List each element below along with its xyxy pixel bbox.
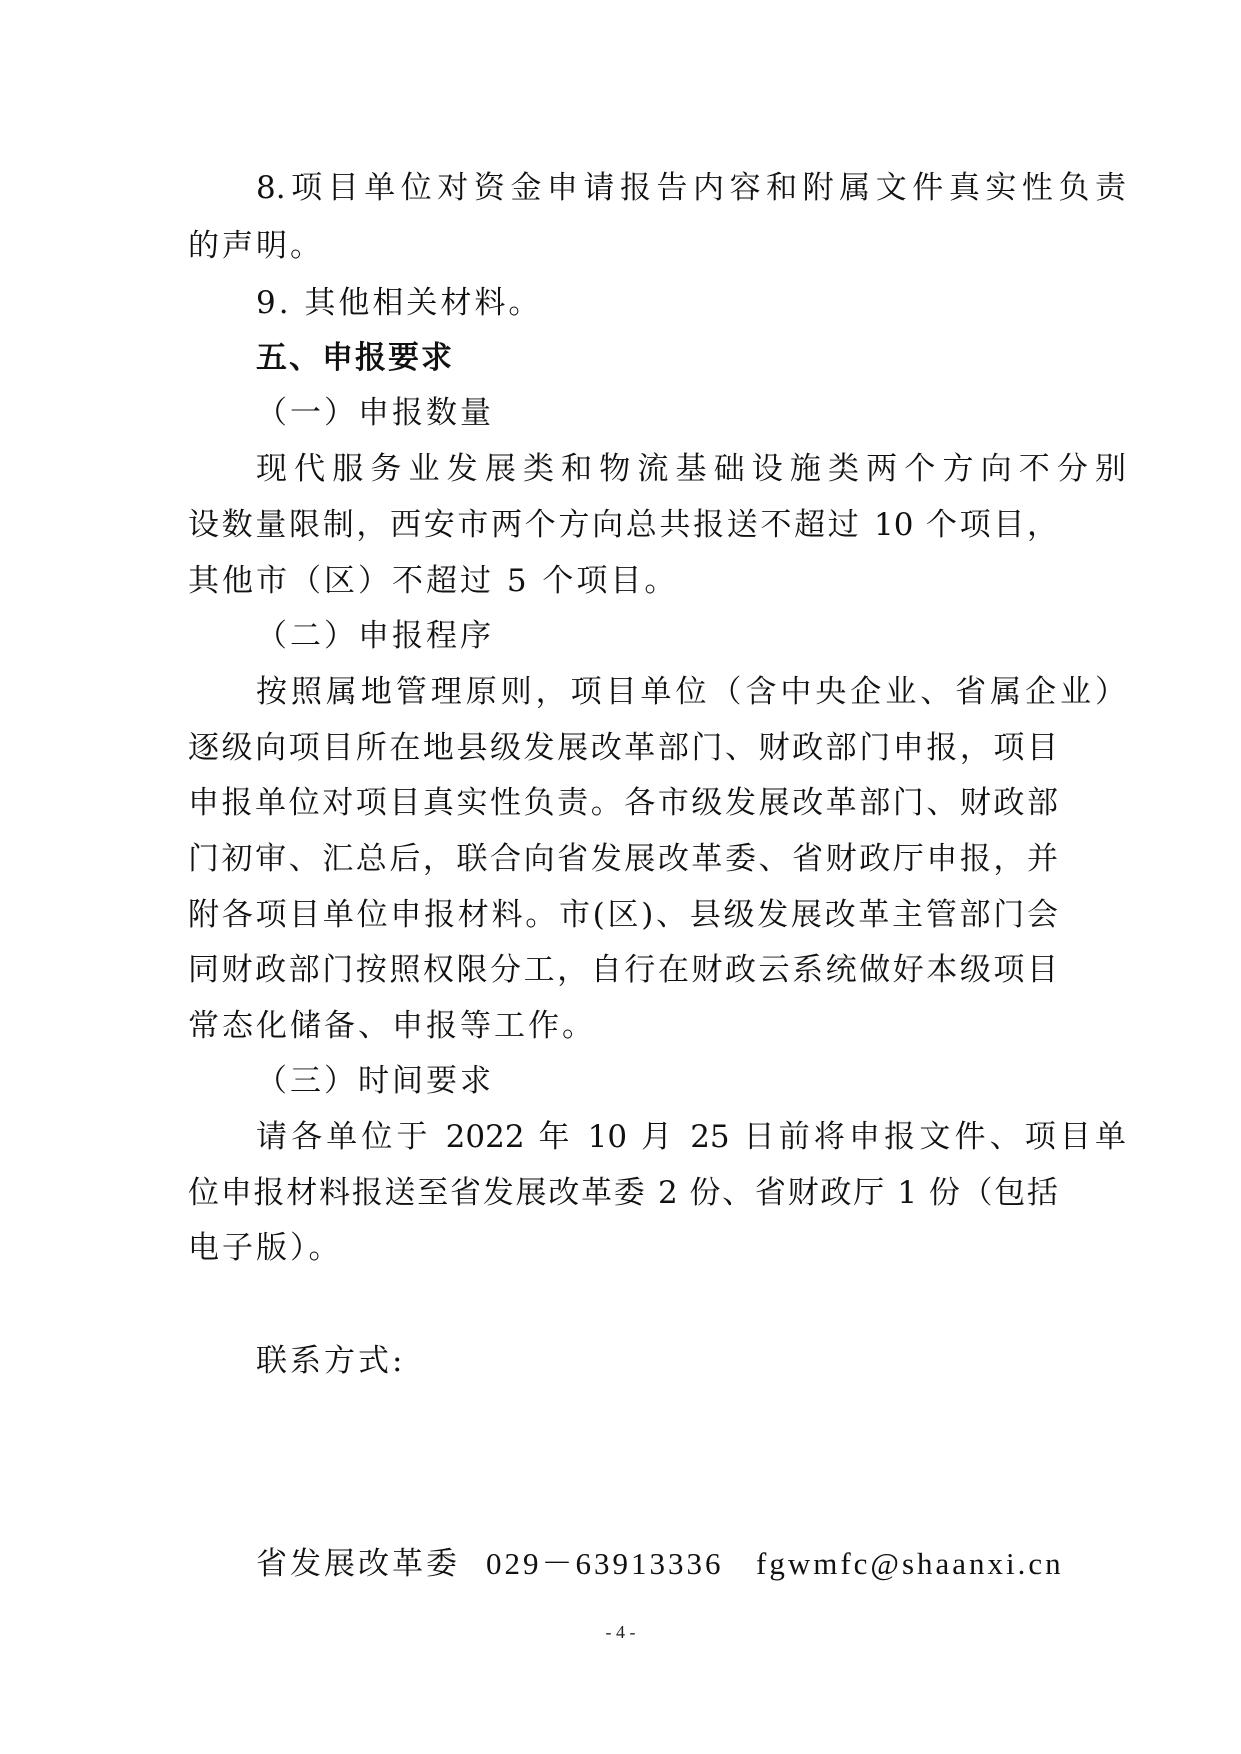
paragraph-line: 附各项目单位申报材料。市(区)、县级发展改革主管部门会 bbox=[188, 897, 1058, 933]
contact-label: 联系方式: bbox=[256, 1343, 406, 1379]
paragraph-line: 设数量限制，西安市两个方向总共报送不超过 10 个项目， bbox=[188, 507, 1058, 543]
contact-row bbox=[256, 1544, 1064, 1584]
page-number: - 4 - bbox=[605, 1622, 636, 1642]
paragraph-line: 按照属地管理原则，项目单位（含中央企业、省属企业） bbox=[256, 674, 1126, 710]
paragraph-line: 同财政部门按照权限分工，自行在财政云系统做好本级项目 bbox=[188, 952, 1058, 988]
paragraph-line: 其他市（区）不超过 5 个项目。 bbox=[188, 563, 679, 599]
subsection-2-heading: （二）申报程序 bbox=[256, 618, 494, 654]
item-8-line-2: 的声明。 bbox=[188, 228, 324, 264]
paragraph-line: 现代服务业发展类和物流基础设施类两个方向不分别 bbox=[256, 451, 1126, 487]
item-9: 9. 其他相关材料。 bbox=[256, 285, 543, 321]
paragraph-line: 门初审、汇总后，联合向省发展改革委、省财政厅申报，并 bbox=[188, 841, 1058, 877]
contact-phone: 029－63913336 bbox=[486, 1546, 724, 1581]
subsection-3-heading: （三）时间要求 bbox=[256, 1063, 494, 1099]
item-8-line-1: 8.项目单位对资金申请报告内容和附属文件真实性负责 bbox=[256, 170, 1126, 206]
section-5-heading: 五、申报要求 bbox=[256, 340, 454, 376]
subsection-1-heading: （一）申报数量 bbox=[256, 395, 494, 431]
contact-org: 省发展改革委 bbox=[256, 1546, 460, 1582]
paragraph-line: 请各单位于 2022 年 10 月 25 日前将申报文件、项目单 bbox=[256, 1119, 1126, 1155]
paragraph-line: 位申报材料报送至省发展改革委 2 份、省财政厅 1 份（包括 bbox=[188, 1175, 1058, 1211]
paragraph-line: 常态化储备、申报等工作。 bbox=[188, 1008, 596, 1044]
paragraph-line: 逐级向项目所在地县级发展改革部门、财政部门申报，项目 bbox=[188, 730, 1058, 766]
paragraph-line: 申报单位对项目真实性负责。各市级发展改革部门、财政部 bbox=[188, 785, 1058, 821]
contact-email: fgwmfc@shaanxi.cn bbox=[756, 1546, 1064, 1581]
paragraph-line: 电子版）。 bbox=[188, 1230, 343, 1266]
